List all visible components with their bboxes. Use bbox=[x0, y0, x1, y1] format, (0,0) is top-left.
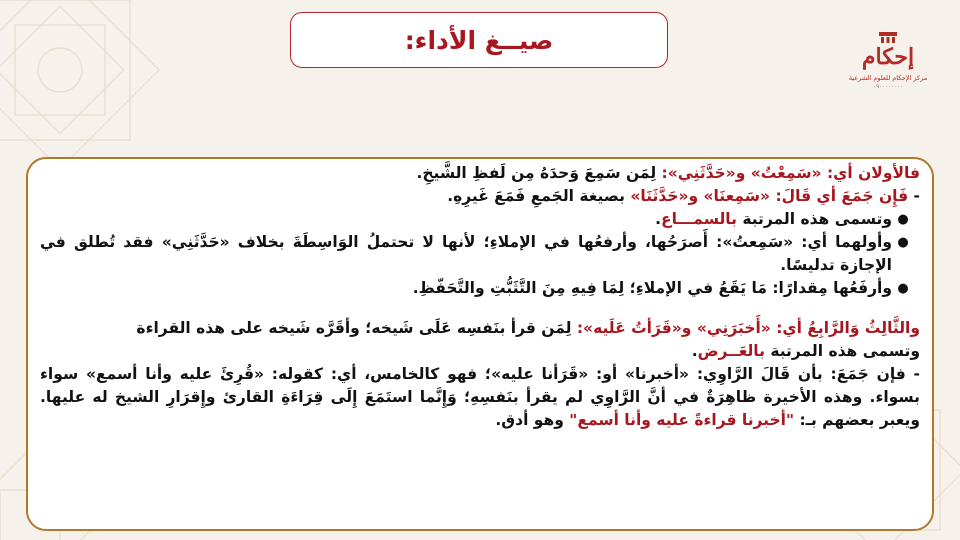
section1-text: لِمَن سَمِعَ وَحدَهُ مِن لَفظِ الشَّيخِ. bbox=[416, 164, 662, 182]
section2-highlight: بالعَــرض bbox=[697, 342, 765, 360]
logo-phone: ٠٩٠٠٠٠٠٠٠٠ bbox=[873, 84, 903, 90]
section2-para-end: وهو أدق. bbox=[495, 411, 570, 429]
section2-line bbox=[40, 317, 920, 340]
content-text bbox=[40, 162, 920, 432]
logo-subtitle: مركز الإحكام للعلوم الشرعية bbox=[848, 74, 928, 82]
condition-text: بصيغة الجَمعِ فَمَعَ غَيرِهِ. bbox=[447, 187, 631, 205]
section2-line2 bbox=[40, 340, 920, 363]
condition-quote: «سَمِعنَا» و«حَدَّثَنَا» bbox=[630, 187, 771, 205]
bullet-text: وتسمى هذه المرتبة bbox=[736, 210, 892, 228]
title-box bbox=[290, 12, 668, 68]
section1-line bbox=[40, 162, 920, 185]
bullet-icon: ● bbox=[897, 235, 909, 250]
section2-heading: والثَّالِثُ وَالرَّابِعُ أي: «أَخبَرَنِي» و«قَرَأتُ عَلَيه»: bbox=[576, 319, 920, 337]
bullet-icon: ● bbox=[897, 212, 909, 227]
bullet-item bbox=[40, 277, 920, 300]
bullet-text: وأولهما أي: «سَمِعتُ»: أَصرَحُها، وأرفعُها في الإملاءِ؛ لأنها لا تحتملُ الوَاسِطَةَ بخلاف «حَدَّثَنِي» فقد تُطلق في الإجازة تدليسًا. bbox=[40, 233, 892, 274]
section2-line2-text: وتسمى هذه المرتبة bbox=[764, 342, 920, 360]
bullet-highlight: بالسمـــاع bbox=[661, 210, 737, 228]
section2-text: لِمَن قرأ بنَفسِه عَلَى شَيخه؛ وأقَرَّه شَيخه على هذه القراءة bbox=[136, 319, 577, 337]
bullet-end: . bbox=[655, 210, 661, 228]
bullet-icon: ● bbox=[897, 281, 909, 296]
condition-dash: - bbox=[908, 187, 920, 205]
section2-para-quote: "أخبرنا قراءةً عليه وأنا أسمع" bbox=[569, 411, 795, 429]
page-title: صيــغ الأداء: bbox=[404, 25, 554, 55]
bullet-text: وأرفَعُها مِقدارًا: مَا يَقَعُ في الإملاءِ؛ لِمَا فِيهِ مِنَ التَّثَبُّتِ والتَّحَفّظِ. bbox=[412, 279, 892, 297]
section1-heading: فالأولان أي: «سَمِعْتُ» و«حَدَّثَنِي»: bbox=[661, 164, 920, 182]
logo bbox=[838, 30, 938, 96]
section2-line2-end: . bbox=[691, 342, 698, 360]
section1-condition bbox=[40, 185, 920, 208]
bullet-item bbox=[40, 208, 920, 231]
logo-name: إحكام bbox=[861, 44, 915, 70]
condition-lead: فَإِن جَمَعَ أي قَالَ: bbox=[770, 187, 909, 205]
section2-para-text: - فإن جَمَعَ: بأن قَالَ الرَّاوِي: «أخبرنا» أو: «قَرَأنا عليه»؛ فهو كالخامس، أي: كقوله: «قُرِئَ عليه وأنا أسمع» سواء بسواء. وهذه الأخيرة ظاهِرَةٌ في أنَّ الرَّاوِي لم يقرأ بنَفسِهِ؛ وَإِنَّما استَمَعَ إِلَى قِرَاءَةِ القارئ وإِقرَارِ الشيخ له عليها. ويعبر بعضهم بـ: bbox=[40, 365, 920, 429]
section2-paragraph bbox=[40, 363, 920, 432]
bullet-item bbox=[40, 231, 920, 277]
